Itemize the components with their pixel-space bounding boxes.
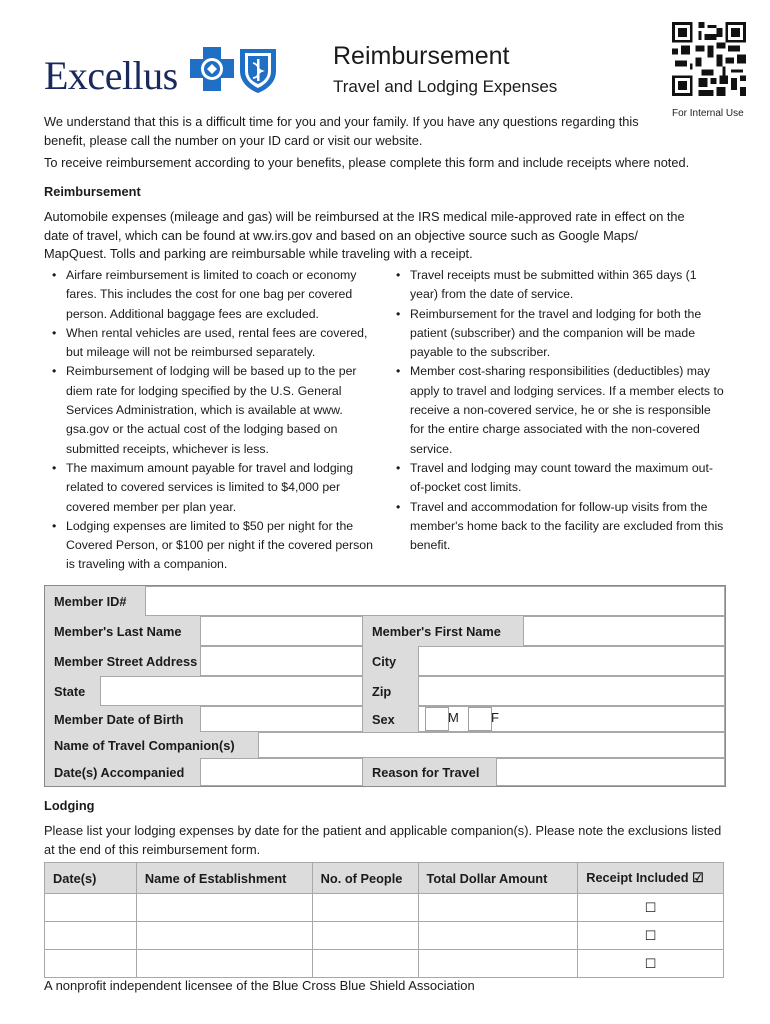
list-item: • Travel and accommodation for follow-up visits from the member's home back to the facility are excluded from this benefit. (390, 498, 726, 556)
people-cell[interactable] (312, 922, 418, 950)
receipt-checkbox[interactable]: ☐ (578, 950, 724, 978)
dob-label: Member Date of Birth (45, 706, 200, 732)
member-id-label: Member ID# (45, 586, 145, 616)
sex-f-label: F (491, 710, 499, 725)
column-header-amount: Total Dollar Amount (418, 863, 578, 894)
receipt-checkbox[interactable]: ☐ (578, 894, 724, 922)
street-label: Member Street Address (45, 646, 200, 676)
reason-label: Reason for Travel (363, 758, 496, 786)
list-item: • Lodging expenses are limited to $50 per night for the Covered Person, or $100 per night if the covered person is traveling with a companion. (46, 517, 384, 575)
amount-cell[interactable] (418, 950, 578, 978)
reimbursement-right-list (390, 266, 726, 555)
street-field[interactable] (200, 646, 363, 676)
establishment-cell[interactable] (136, 950, 312, 978)
intro-instructions: To receive reimbursement according to your benefits, please complete this form and include receipts where noted. (44, 155, 690, 170)
lodging-heading: Lodging (44, 798, 95, 813)
page-subtitle: Travel and Lodging Expenses (333, 77, 558, 96)
list-item: • Travel receipts must be submitted within 365 days (1 year) from the date of service. (390, 266, 726, 305)
table-row (45, 894, 724, 922)
member-info-form (44, 585, 726, 787)
reimbursement-heading: Reimbursement (44, 184, 141, 199)
column-header-establishment: Name of Establishment (136, 863, 312, 894)
table-row (45, 922, 724, 950)
city-field[interactable] (418, 646, 725, 676)
reason-field[interactable] (496, 758, 725, 786)
first-name-label: Member's First Name (363, 616, 523, 646)
list-item: • Reimbursement for the travel and lodging for both the patient (subscriber) and the companion will be made payable to the subscriber. (390, 305, 726, 363)
city-label: City (363, 646, 418, 676)
amount-cell[interactable] (418, 894, 578, 922)
bcbs-logo-icon (190, 47, 280, 93)
companion-label: Name of Travel Companion(s) (45, 732, 258, 758)
footer-text: A nonprofit independent licensee of the Blue Cross Blue Shield Association (44, 978, 475, 993)
internal-use-label: For Internal Use (672, 108, 744, 119)
list-item: • Travel and lodging may count toward the maximum out-of-pocket cost limits. (390, 459, 726, 498)
dates-accompanied-field[interactable] (200, 758, 363, 786)
lodging-body: Please list your lodging expenses by date for the patient and applicable companion(s). Please note the exclusions listed at the end of this reimbursement form. (44, 823, 722, 857)
sex-m-checkbox[interactable] (425, 707, 449, 731)
column-header-receipt: Receipt Included ☑ (578, 863, 724, 894)
reimbursement-left-list (46, 266, 384, 575)
receipt-checkbox[interactable]: ☐ (578, 922, 724, 950)
qr-code-icon (672, 22, 746, 96)
sex-f-checkbox[interactable] (468, 707, 492, 731)
first-name-field[interactable] (523, 616, 725, 646)
people-cell[interactable] (312, 894, 418, 922)
excellus-logo-text: Excellus (44, 53, 178, 98)
establishment-cell[interactable] (136, 894, 312, 922)
list-item: • Member cost-sharing responsibilities (deductibles) may apply to travel and lodging services. If a member elects to receive a non-covered service, he or she is responsible for the entire charge associated with the non-covered service. (390, 362, 726, 458)
lodging-table (44, 862, 724, 978)
table-row (45, 950, 724, 978)
date-cell[interactable] (45, 922, 137, 950)
column-header-dates: Date(s) (45, 863, 137, 894)
amount-cell[interactable] (418, 922, 578, 950)
date-cell[interactable] (45, 894, 137, 922)
member-id-field[interactable] (145, 586, 725, 616)
table-header-row (45, 863, 724, 894)
intro-paragraph: We understand that this is a difficult time for you and your family. If you have any questions regarding this benefit, please call the number on your ID card or visit our website. (44, 114, 639, 148)
companion-field[interactable] (258, 732, 725, 758)
dates-accompanied-label: Date(s) Accompanied (45, 758, 200, 786)
establishment-cell[interactable] (136, 922, 312, 950)
zip-field[interactable] (418, 676, 725, 706)
sex-label: Sex (363, 706, 418, 732)
dob-field[interactable] (200, 706, 363, 732)
list-item: • The maximum amount payable for travel and lodging related to covered services is limited to $4,000 per covered member per plan year. (46, 459, 384, 517)
sex-m-label: M (448, 710, 459, 725)
last-name-field[interactable] (200, 616, 363, 646)
state-label: State (45, 676, 100, 706)
zip-label: Zip (363, 676, 418, 706)
page-title: Reimbursement (333, 42, 510, 70)
column-header-people: No. of People (312, 863, 418, 894)
list-item: • Airfare reimbursement is limited to coach or economy fares. This includes the cost for one bag per covered person. Additional baggage fees are excluded. (46, 266, 384, 324)
date-cell[interactable] (45, 950, 137, 978)
reimbursement-body: Automobile expenses (mileage and gas) will be reimbursed at the IRS medical mile-approved rate in effect on the date of travel, which can be found at ww.irs.gov and based on an objective source such as Google Maps/ MapQuest. Tolls and parking are reimbursable while traveling with a receipt. (44, 209, 685, 261)
people-cell[interactable] (312, 950, 418, 978)
sex-field-area (418, 706, 725, 732)
list-item: • Reimbursement of lodging will be based up to the per diem rate for lodging specified by the U.S. General Services Administration, which is available at www. gsa.gov or the actual cost of the lodging based on submitted receipts, whichever is less. (46, 362, 384, 458)
list-item: • When rental vehicles are used, rental fees are covered, but mileage will not be reimbursed separately. (46, 324, 384, 363)
state-field[interactable] (100, 676, 363, 706)
last-name-label: Member's Last Name (45, 616, 200, 646)
